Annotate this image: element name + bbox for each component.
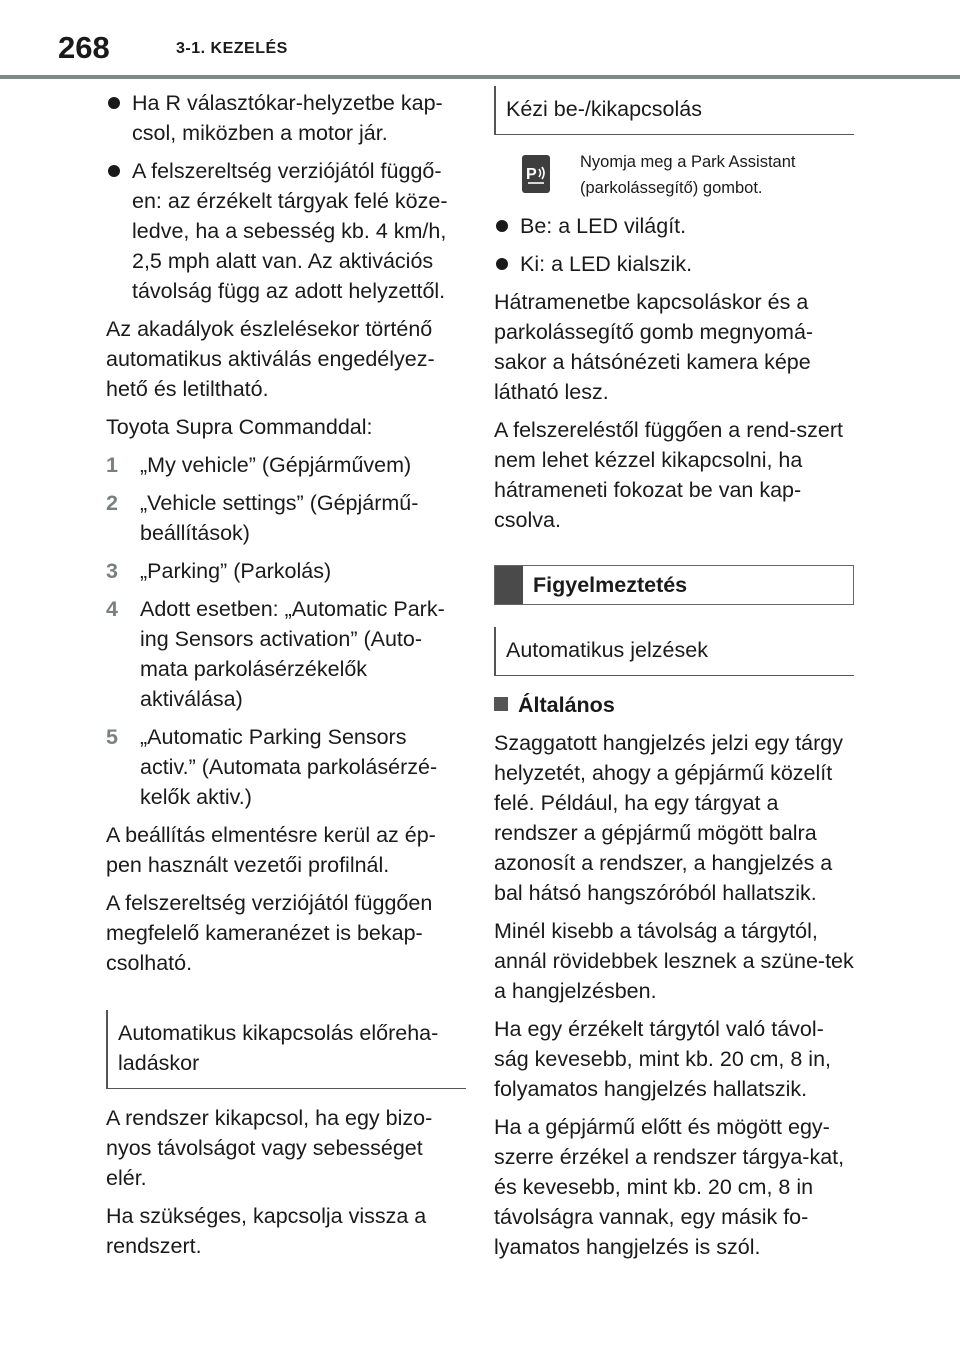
warning-box [494,565,854,605]
paragraph: Ha a gépjármű előtt és mögött egy-szerre érzékel a rendszer tárgya-kat, és kevesebb, mint kb. 20 cm, 8 in távolságra vannak, egy másik fo-lyamatos hangjelzés is szól. [494,1115,845,1259]
header-divider [0,75,960,79]
step-item [106,450,466,480]
paragraph: Minél kisebb a távolság a tárgytól, annál rövidebbek lesznek a szüne-tek a hangjelzésben. [494,919,854,1003]
subheading: Automatikus jelzések [506,638,708,662]
step-text: „Automatic Parking Sensors activ.” (Automata parkolásérzé-kelők aktiv.) [140,725,438,809]
paragraph: Hátramenetbe kapcsoláskor és a parkolássegítő gomb megnyomá-sakor a hátsónézeti kamera képe látható lesz. [494,290,814,404]
paragraph: A beállítás elmentésre kerül az ép-pen használt vezetői profilnál. [106,823,436,877]
step-number: 3 [106,559,118,583]
step-number: 4 [106,597,118,621]
paragraph: A felszereléstől függően a rend-szert nem lehet kézzel kikapcsolni, ha hátrameneti fokozat be van kap-csolva. [494,418,843,532]
step-number: 1 [106,453,118,477]
subheading-box [494,627,854,676]
step-text: „Vehicle settings” (Gépjármű-beállítások) [140,491,419,545]
subheading: Automatikus kikapcsolás előreha-ladáskor [118,1021,439,1075]
bullet-item: Ki: a LED kialszik. [494,249,854,279]
subheading: Kézi be-/kikapcsolás [506,97,702,121]
bullet-item: Be: a LED világít. [494,211,854,241]
paragraph: Az akadályok észlelésekor történő automatikus aktiválás engedélyez-hető és letiltható. [106,317,435,401]
paragraph: Ha egy érzékelt tárgytól való távol-ság kevesebb, mint kb. 20 cm, 8 in, folyamatos hangjelzés hallatszik. [494,1017,831,1101]
subheading-box [494,86,854,135]
park-assist-icon [522,155,550,193]
icon-instruction [522,149,854,201]
subheading-box [106,1010,466,1089]
step-item [106,488,466,548]
step-text: „My vehicle” (Gépjárművem) [140,453,412,477]
step-item [106,722,466,812]
bullet-item: Ha R választókar-helyzetbe kap-csol, miközben a motor jár. [106,88,466,148]
step-text: „Parking” (Parkolás) [140,559,332,583]
paragraph: Toyota Supra Commanddal: [106,415,373,439]
icon-caption: Nyomja meg a Park Assistant (parkolássegítő) gombot. [580,153,796,197]
page-number: 268 [58,30,110,65]
warning-bar [495,566,523,604]
warning-label: Figyelmeztetés [533,573,688,597]
page-header [0,0,960,80]
step-number: 2 [106,491,118,515]
step-text: Adott esetben: „Automatic Park-ing Sensors activation” (Auto-mata parkolásérzékelők aktiválása) [140,597,445,711]
step-number: 5 [106,725,118,749]
section-heading: Általános [494,690,854,720]
section-title: 3-1. KEZELÉS [176,40,288,57]
left-column [106,88,466,1269]
step-item [106,556,466,586]
paragraph: A felszereltség verziójától függően megfelelő kameranézet is bekap-csolható. [106,891,433,975]
svg-text:P: P [526,166,537,183]
step-item [106,594,466,714]
paragraph: Ha szükséges, kapcsolja vissza a rendszert. [106,1204,427,1258]
paragraph: A rendszer kikapcsol, ha egy bizo-nyos távolságot vagy sebességet elér. [106,1106,433,1190]
bullet-item: A felszereltség verziójától függő-en: az érzékelt tárgyak felé köze-ledve, ha a sebesség kb. 4 km/h, 2,5 mph alatt van. Az aktivációs távolság függ az adott helyzettől. [106,156,466,306]
paragraph: Szaggatott hangjelzés jelzi egy tárgy helyzetét, ahogy a gépjármű közelít felé. Például, ha egy tárgyat a rendszer a gépjármű mögött balra azonosít a rendszer, a hangjelzés a bal hátsó hangszóróból hallatszik. [494,731,843,905]
right-column [494,86,854,1270]
